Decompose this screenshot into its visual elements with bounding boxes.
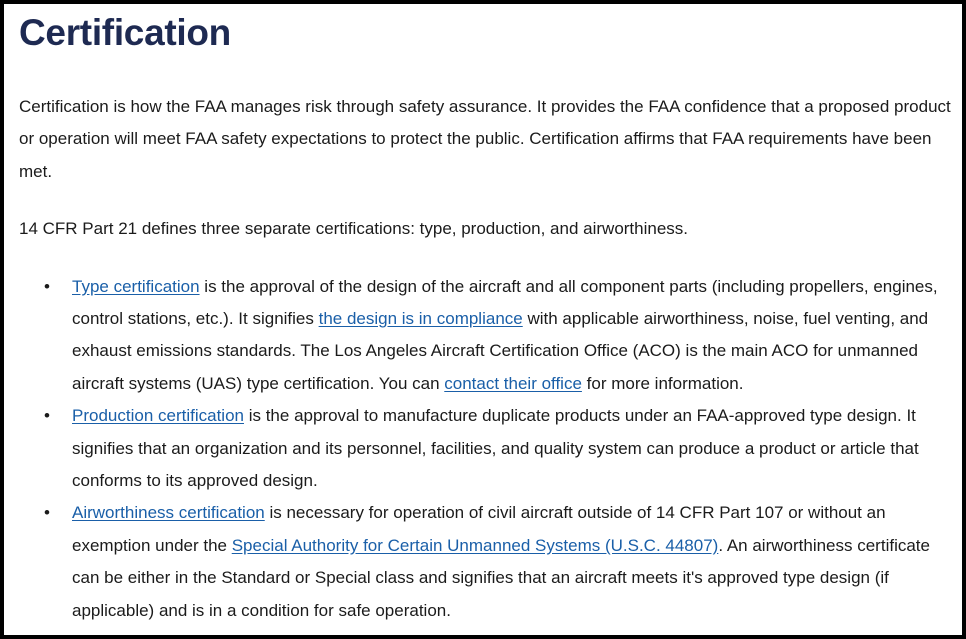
list-item-airworthiness-certification [44,497,954,627]
article-content [19,8,954,627]
part21-paragraph: 14 CFR Part 21 defines three separate certifications: type, production, and airworthiness. [19,219,689,239]
bullet-icon: • [44,276,50,296]
airworthiness-certification-link[interactable]: Airworthiness certification [72,503,265,523]
contact-office-link[interactable]: contact their office [444,373,582,393]
list-item-text: . An airworthiness certificate can be either in the Standard or Special class and signifies that an aircraft meets it's approved type design (if applicable) and is in a condition for safe operation. [72,535,930,620]
certification-list [19,271,954,627]
page-title: Certification [19,12,231,53]
bullet-icon: • [44,503,50,523]
special-authority-link[interactable]: Special Authority for Certain Unmanned Systems (U.S.C. 44807) [231,535,719,555]
intro-paragraph: Certification is how the FAA manages risk through safety assurance. It provides the FAA confidence that a proposed product or operation will meet FAA safety expectations to protect the public. Certification affirms that FAA requirements have been met. [19,97,951,181]
list-item-type-certification [44,271,954,401]
list-item-production-certification [44,400,954,497]
list-item-text: is the approval of the design of the aircraft and all component parts (including propellers, engines, control stations, etc.). It signifies [72,276,938,329]
bullet-icon: • [44,406,50,426]
list-item-text: for more information. [581,373,744,393]
list-item-text: is necessary for operation of civil aircraft outside of 14 CFR Part 107 or without an exemption under the [72,503,886,555]
design-compliance-link[interactable]: the design is in compliance [318,309,523,329]
list-item-text: is the approval to manufacture duplicate products under an FAA-approved type design. It signifies that an organization and its personnel, facilities, and quality system can produce a product or article that conforms to its approved design. [72,406,919,491]
type-certification-link[interactable]: Type certification [72,276,200,296]
list-item-text: with applicable airworthiness, noise, fuel venting, and exhaust emissions standards. The Los Angeles Aircraft Certification Office (ACO) is the main ACO for unmanned aircraft systems (UAS) type certification. You can [72,309,929,393]
production-certification-link[interactable]: Production certification [72,406,244,426]
